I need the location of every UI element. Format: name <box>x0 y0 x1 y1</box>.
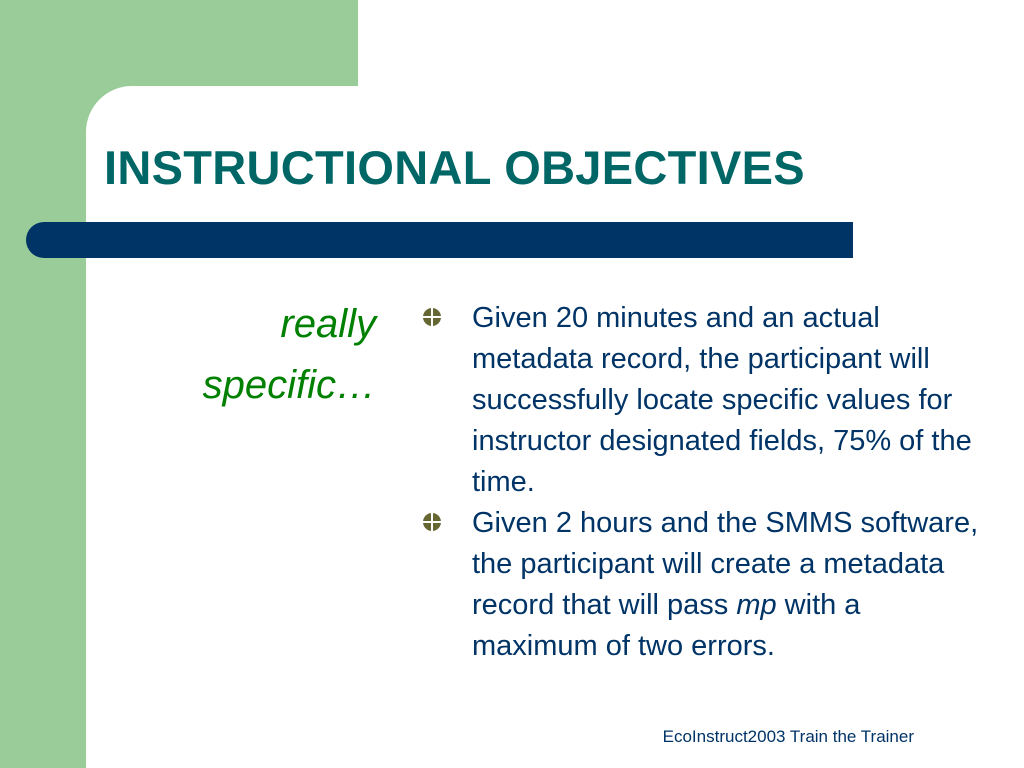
footer-text: EcoInstruct2003 Train the Trainer <box>662 727 914 746</box>
side-note <box>130 294 376 416</box>
list-item <box>420 298 980 503</box>
bullet-text-emphasis: mp <box>736 589 777 621</box>
objectives-list <box>420 298 980 667</box>
bullet-icon <box>422 512 442 532</box>
bullet-icon <box>422 307 442 327</box>
bullet-text: Given 20 minutes and an actual metadata record, the participant will successfully locate specific values for instructor designated fields, 75% of the time. <box>472 302 972 498</box>
bullet-text-end: with a maximum of two errors. <box>472 589 861 662</box>
title-underline-bar <box>26 222 853 258</box>
list-item <box>420 503 980 667</box>
side-note-line-1: really <box>280 302 376 346</box>
slide-title: INSTRUCTIONAL OBJECTIVES <box>104 141 805 194</box>
side-note-line-2: specific… <box>202 363 376 407</box>
bullet-text-start: Given 2 hours and the SMMS software, the participant will create a metadata record that will pass <box>472 507 979 621</box>
